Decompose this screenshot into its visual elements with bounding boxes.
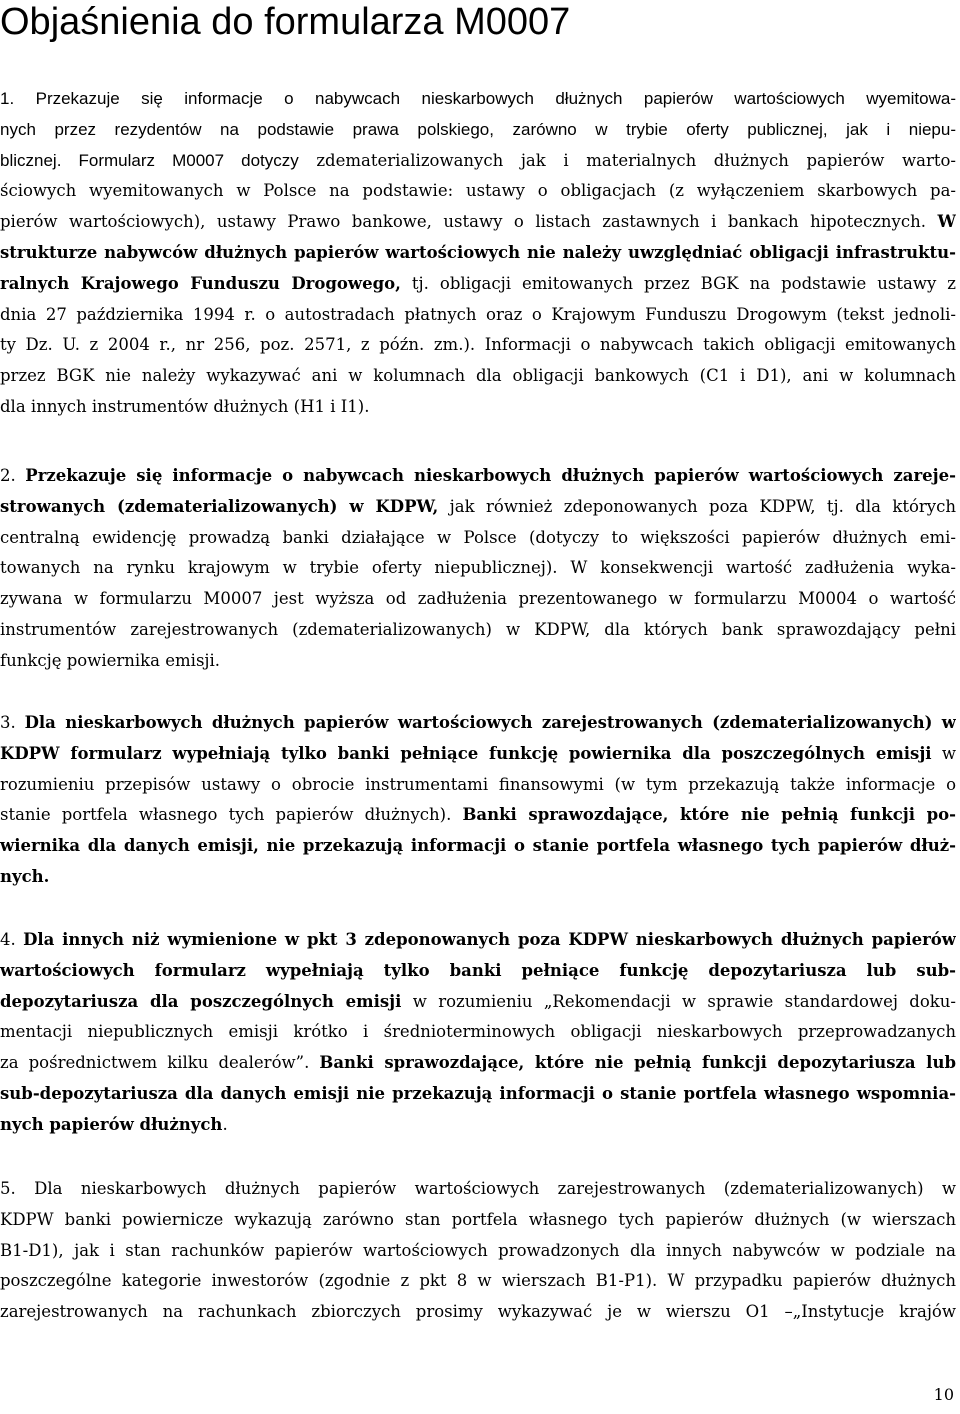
- text-run: 2.: [0, 466, 26, 485]
- text-run: w rozumieniu „Rekomendacji w sprawie standardowej doku-: [401, 991, 956, 1011]
- text-line: [0, 708, 956, 739]
- text-run: dnia 27 października 1994 r. o autostradach płatnych oraz o Krajowym Funduszu Drogowym (tekst jednoli-: [0, 304, 956, 324]
- bold-text: wartościowych formularz wypełniają tylko banki pełniące funkcję depozytariusza lub sub-: [0, 960, 956, 980]
- text-line: [0, 770, 956, 801]
- text-line: [0, 1266, 956, 1297]
- text-line: [0, 146, 956, 177]
- text-line: [0, 269, 956, 300]
- text-run: funkcję powiernika emisji.: [0, 650, 221, 670]
- text-run: jak również zdeponowanych poza KDPW, tj. dla których: [438, 496, 956, 516]
- text-line: [0, 646, 956, 677]
- text-run: B1-D1), jak i stan rachunków papierów wartościowych prowadzonych dla innych nabywców w podziale na: [0, 1240, 956, 1260]
- paragraph-2: [0, 461, 956, 677]
- text-line: [0, 615, 956, 646]
- bold-text: wiernika dla danych emisji, nie przekazują informacji o stanie portfela własnego tych papierów dłuż-: [0, 836, 956, 856]
- page-number: 10: [933, 1385, 954, 1404]
- text-run: rozumieniu przepisów ustawy o obrocie instrumentami finansowymi (w tym przekazują także informacje o: [0, 774, 956, 794]
- text-line: [0, 115, 956, 146]
- text-line: [0, 925, 956, 956]
- text-run: zdematerializowanych jak i materialnych dłużnych papierów warto-: [298, 150, 956, 170]
- text-line: [0, 238, 956, 269]
- paragraph-5: [0, 1174, 956, 1328]
- text-line: [0, 1205, 956, 1236]
- bold-text: nych papierów dłużnych: [0, 1114, 223, 1134]
- text-line: [0, 84, 956, 115]
- text-run: przez BGK nie należy wykazywać ani w kolumnach dla obligacji bankowych (C1 i D1), ani w kolumnach: [0, 366, 956, 386]
- text-run: zywana w formularzu M0007 jest wyższa od zadłużenia prezentowanego w formularzu M0004 o wartość: [0, 589, 956, 609]
- text-run: poszczególne kategorie inwestorów (zgodnie z pkt 8 w wierszach B1-P1). W przypadku papierów dłużnych: [0, 1271, 956, 1291]
- bold-text: ralnych Krajowego Funduszu Drogowego,: [0, 273, 401, 293]
- text-run: 5. Dla nieskarbowych dłużnych papierów wartościowych zarejestrowanych (zdematerializowanych) w: [0, 1179, 956, 1198]
- text-run: dla innych instrumentów dłużnych (H1 i I1).: [0, 396, 370, 416]
- text-run: towanych na rynku krajowym w trybie oferty niepublicznej). W konsekwencji wartość zadłużenia wyka-: [0, 558, 956, 578]
- text-run: 4.: [0, 930, 24, 949]
- text-line: [0, 862, 956, 893]
- text-line: [0, 1110, 956, 1141]
- text-line: [0, 523, 956, 554]
- text-line: [0, 1048, 956, 1079]
- bold-text: Przekazuje się informacje o nabywcach nieskarbowych dłużnych papierów wartościowych zareje-: [25, 466, 956, 485]
- text-run: zarejestrowanych na rachunkach zbiorczych prosimy wykazywać je w wierszu O1 –„Instytucje krajów: [0, 1302, 956, 1322]
- bold-text: Banki sprawozdające, które nie pełnią funkcji po-: [462, 805, 956, 825]
- bold-text: nych.: [0, 866, 50, 886]
- text-run: .: [222, 1114, 228, 1134]
- text-run: pierów wartościowych), ustawy Prawo bankowe, ustawy o listach zastawnych i bankach hipotecznych.: [0, 212, 938, 232]
- text-line: [0, 956, 956, 987]
- text-run: za pośrednictwem kilku dealerów”.: [0, 1053, 320, 1073]
- text-line: [0, 1236, 956, 1267]
- bold-text: KDPW formularz wypełniają tylko banki pełniące funkcję powiernika dla poszczególnych emisji: [0, 743, 932, 763]
- text-line: [0, 1079, 956, 1110]
- bold-text: strukturze nabywców dłużnych papierów wartościowych nie należy uwzględniać obligacji infrastruktu-: [0, 242, 956, 262]
- text-line: [0, 492, 956, 523]
- text-run: ty Dz. U. z 2004 r., nr 256, poz. 2571, z późn. zm.). Informacji o nabywcach takich obligacji emitowanych: [0, 335, 956, 355]
- text-line: [0, 330, 956, 361]
- text-run: w: [931, 743, 956, 763]
- page-title: Objaśnienia do formularza M0007: [0, 1, 571, 43]
- text-line: [0, 1017, 956, 1048]
- text-line: [0, 207, 956, 238]
- text-line: [0, 739, 956, 770]
- text-run: centralną ewidencję prowadzą banki działające w Polsce (dotyczy to większości papierów dłużnych emi-: [0, 527, 956, 547]
- text-run: KDPW banki powiernicze wykazują zarówno stan portfela własnego tych papierów dłużnych (w wierszach: [0, 1209, 956, 1229]
- text-line: [0, 461, 956, 492]
- text-run: stanie portfela własnego tych papierów dłużnych).: [0, 805, 463, 825]
- text-run: instrumentów zarejestrowanych (zdematerializowanych) w KDPW, dla których bank sprawozdający pełni: [0, 619, 956, 639]
- text-run: 3.: [0, 713, 25, 732]
- bold-text: Banki sprawozdające, które nie pełnią funkcji depozytariusza lub: [319, 1053, 956, 1073]
- paragraph-1: [0, 84, 956, 423]
- paragraph-4: [0, 925, 956, 1141]
- text-line: [0, 300, 956, 331]
- text-run: tj. obligacji emitowanych przez BGK na podstawie ustawy z: [400, 273, 956, 293]
- text-line: [0, 1174, 956, 1205]
- bold-text: W: [937, 212, 956, 232]
- text-run: mentacji niepublicznych emisji krótko i średnioterminowych obligacji nieskarbowych przeprowadzanych: [0, 1022, 956, 1042]
- text-line: [0, 176, 956, 207]
- bold-text: Dla nieskarbowych dłużnych papierów wartościowych zarejestrowanych (zdematerializowanych) w: [24, 713, 956, 732]
- text-run: nych przez rezydentów na podstawie prawa polskiego, zarówno w trybie oferty publicznej, jak i niepu-: [0, 119, 956, 139]
- text-line: [0, 831, 956, 862]
- text-line: [0, 361, 956, 392]
- bold-text: depozytariusza dla poszczególnych emisji: [0, 991, 402, 1011]
- text-run: 1. Przekazuje się informacje o nabywcach nieskarbowych dłużnych papierów wartościowych wyemitowa-: [0, 89, 956, 108]
- bold-text: strowanych (zdematerializowanych) w KDPW,: [0, 496, 439, 516]
- text-line: [0, 584, 956, 615]
- paragraph-3: [0, 708, 956, 893]
- bold-text: sub-depozytariusza dla danych emisji nie przekazują informacji o stanie portfela własnego wspomnia-: [0, 1083, 956, 1103]
- text-run: ściowych wyemitowanych w Polsce na podstawie: ustawy o obligacjach (z wyłączeniem skarbowych pa-: [0, 181, 956, 201]
- text-line: [0, 800, 956, 831]
- text-line: [0, 1297, 956, 1328]
- text-run: blicznej. Formularz M0007 dotyczy: [0, 150, 299, 170]
- bold-text: Dla innych niż wymienione w pkt 3 zdeponowanych poza KDPW nieskarbowych dłużnych papierów: [23, 930, 956, 949]
- text-line: [0, 987, 956, 1018]
- text-line: [0, 553, 956, 584]
- text-line: [0, 392, 956, 423]
